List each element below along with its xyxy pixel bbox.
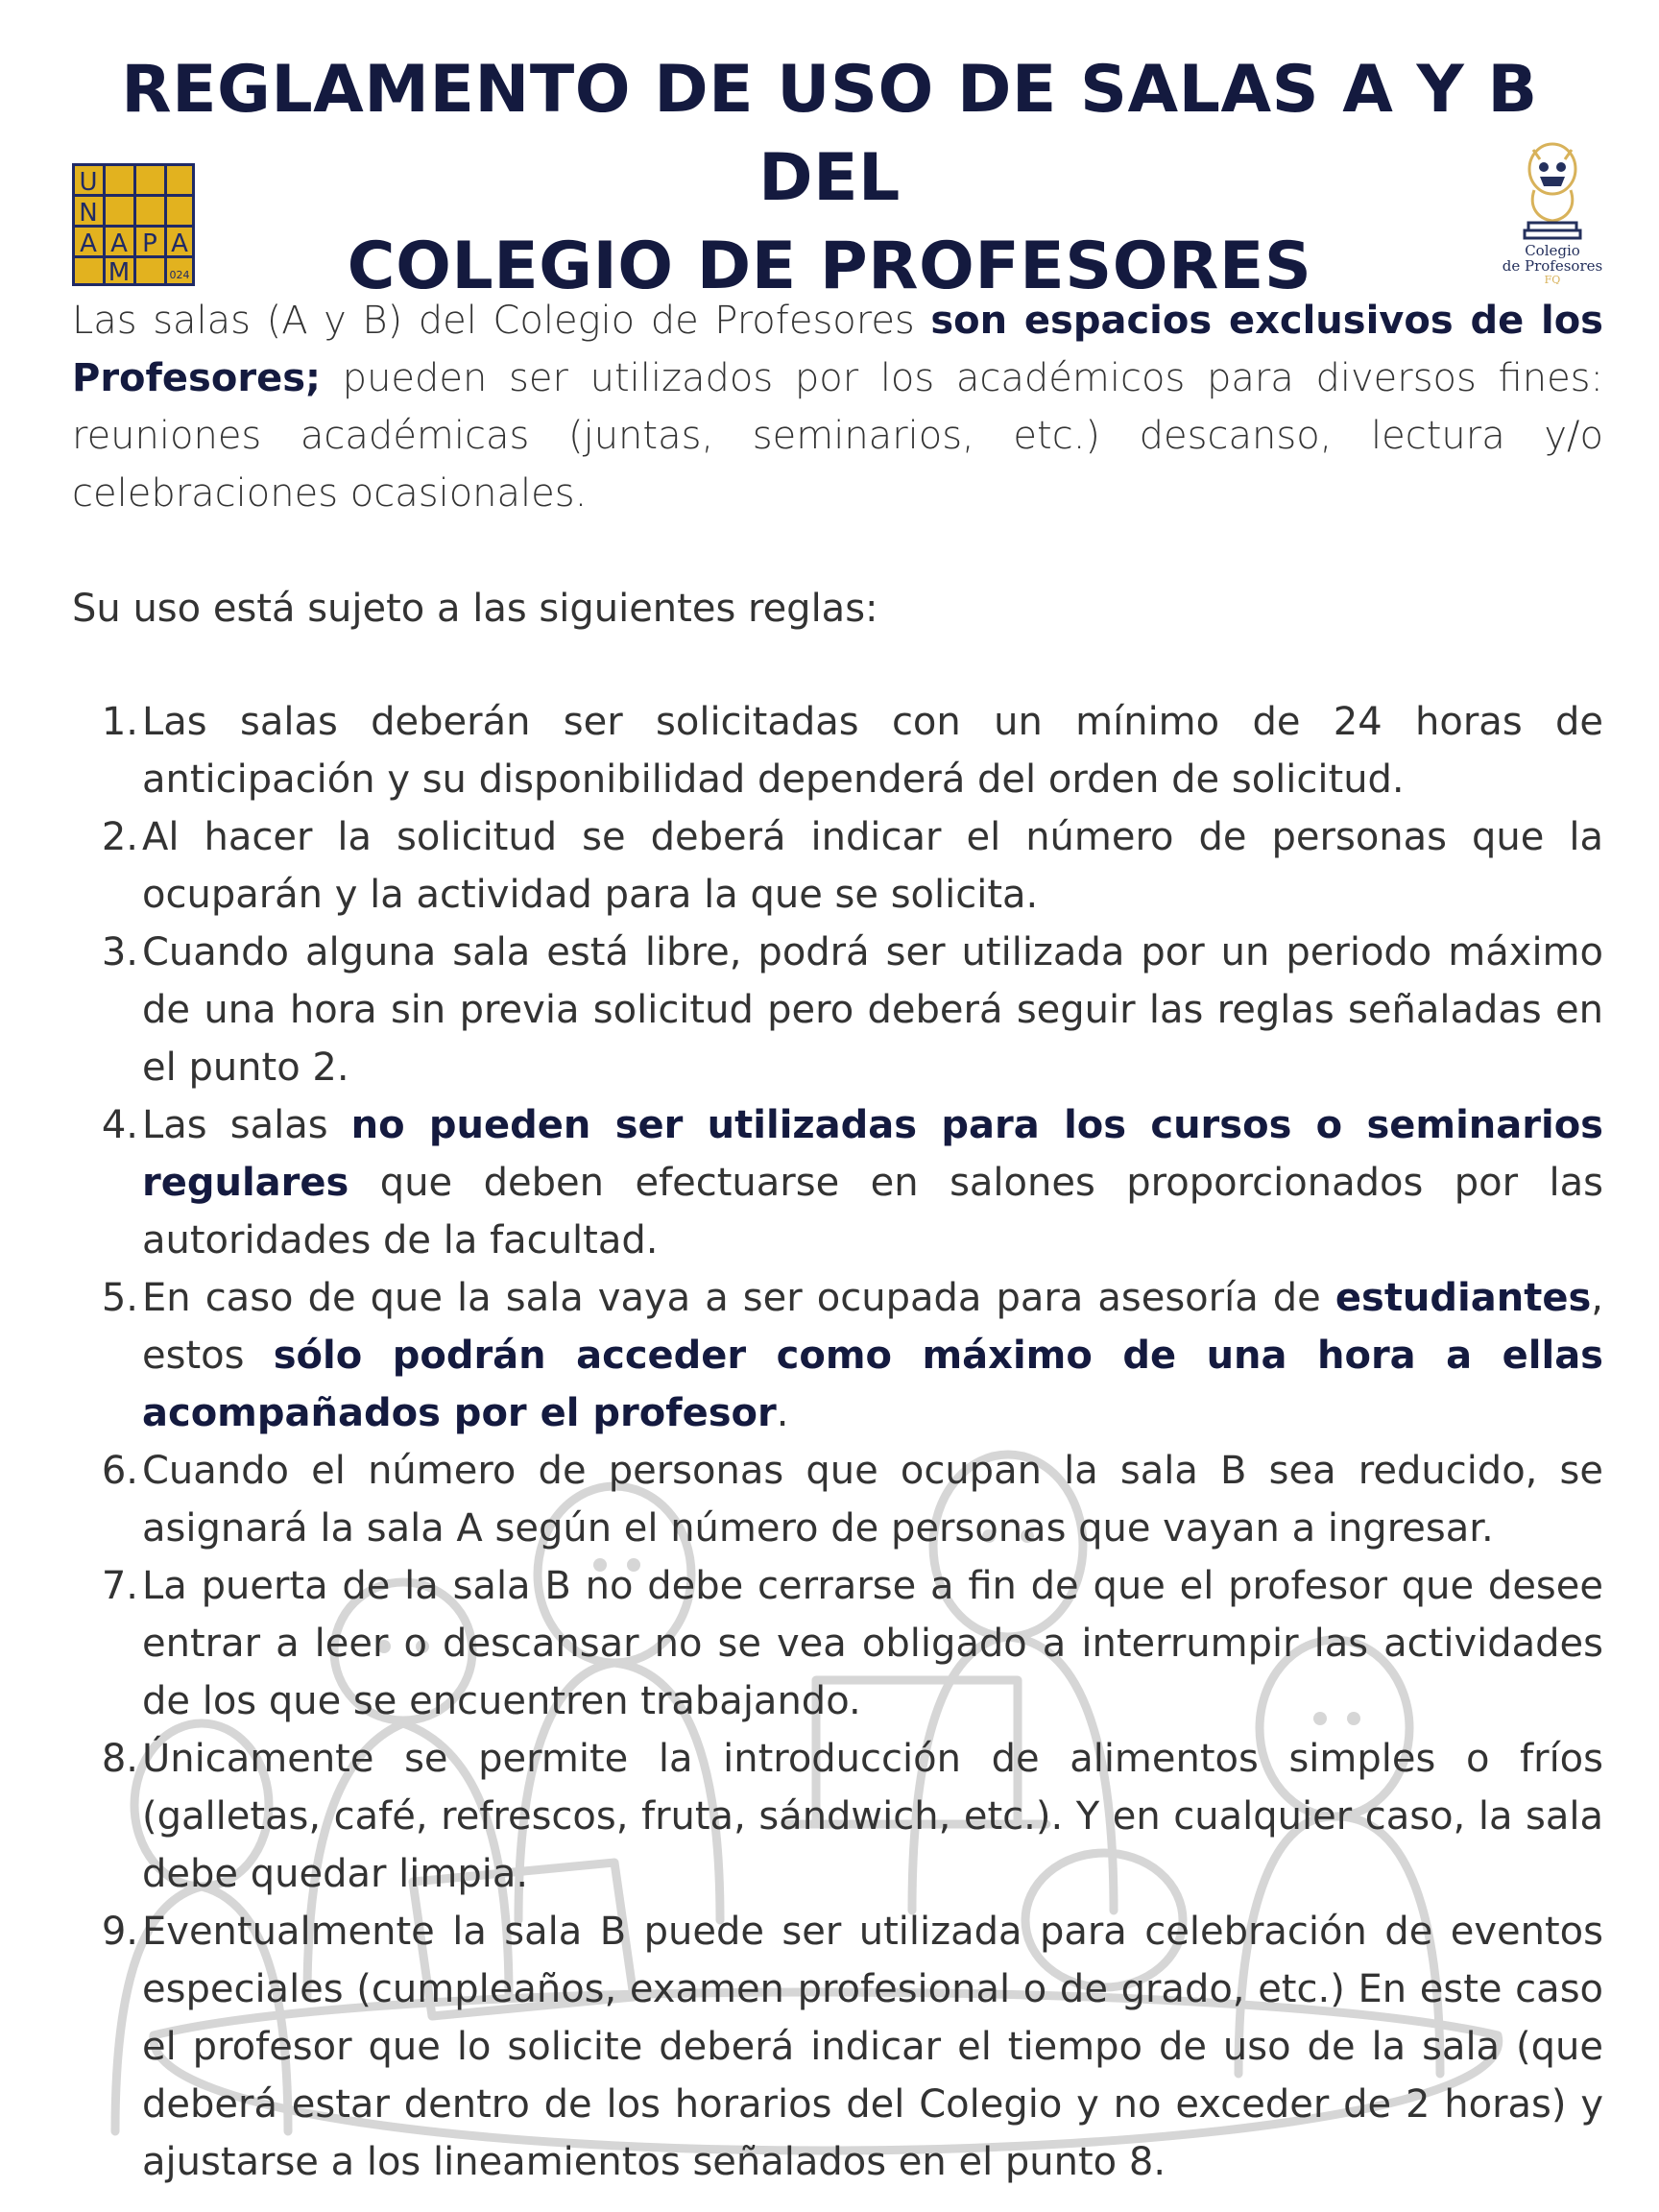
rule-number: 1. (101, 700, 138, 744)
rule-item (96, 808, 1603, 924)
intro-text-2: pueden ser utilizados por los académicos para diversos fines: reuniones académicas (juntas, seminarios, etc.) descanso, lectura y/o celebraciones ocasionales. (72, 356, 1603, 516)
page-title (72, 46, 1587, 311)
rule-text: Las salas deberán ser solicitadas con un mínimo de 24 horas de anticipación y su disponibilidad dependerá del orden de solicitud. (142, 700, 1603, 802)
rule-number: 4. (101, 1103, 138, 1147)
rule-item (96, 1269, 1603, 1442)
rule-item (96, 1557, 1603, 1730)
rule-text: Únicamente se permite la introducción de alimentos simples o fríos (galletas, café, refrescos, fruta, sándwich, etc.). Y en cualquier caso, la sala debe quedar limpia. (142, 1737, 1603, 1896)
rule-text: Las salas (142, 1103, 351, 1147)
rule-number: 3. (101, 930, 138, 974)
rule-item (96, 1096, 1603, 1269)
svg-text:U: U (79, 168, 98, 197)
rules-lead: Su uso está sujeto a las siguientes reglas: (72, 587, 878, 631)
colegio-profesores-logo (1490, 131, 1615, 284)
title-line-2: COLEGIO DE PROFESORES (347, 228, 1312, 304)
rule-bold-text: sólo podrán acceder como máximo de una hora a ellas acompañados por el profesor (142, 1334, 1603, 1435)
unaapam-logo (72, 163, 195, 286)
intro-bold: son espacios exclusivos de los Profesores; (72, 299, 1603, 400)
rule-text: En caso de que la sala vaya a ser ocupada para asesoría de (142, 1276, 1335, 1320)
rule-text: . (776, 1391, 789, 1435)
svg-text:024: 024 (169, 269, 190, 281)
rule-item (96, 1903, 1603, 2191)
rule-text: Cuando alguna sala está libre, podrá ser utilizada por un periodo máximo de una hora sin previa solicitud pero deberá seguir las reglas señaladas en el punto 2. (142, 930, 1603, 1090)
intro-text-1: Las salas (A y B) del Colegio de Profesores (72, 299, 931, 343)
svg-text:N: N (79, 199, 98, 228)
right-logo-line2: de Profesores (1502, 257, 1603, 275)
rule-number: 9. (101, 1910, 138, 1954)
rule-number: 2. (101, 815, 138, 859)
rule-text: Eventualmente la sala B puede ser utilizada para celebración de eventos especiales (cumpleaños, examen profesional o de grado, etc.) En este caso el profesor que lo solicite deberá indicar el tiempo de uso de la sala (que deberá estar dentro de los horarios del Colegio y no exceder de 2 horas) y ajustarse a los lineamientos señalados en el punto 8. (142, 1910, 1603, 2184)
svg-text:A: A (171, 229, 188, 258)
rule-number: 6. (101, 1449, 138, 1493)
svg-text:A: A (80, 229, 97, 258)
svg-text:A: A (110, 229, 128, 258)
rule-text: Al hacer la solicitud se deberá indicar el número de personas que la ocuparán y la actividad para la que se solicita. (142, 815, 1603, 917)
rule-item (96, 1442, 1603, 1557)
rule-number: 8. (101, 1737, 138, 1781)
rule-text: La puerta de la sala B no debe cerrarse a fin de que el profesor que desee entrar a leer o descansar no se vea obligado a interrumpir las actividades de los que se encuentren trabajando. (142, 1564, 1603, 1723)
rule-text: Cuando el número de personas que ocupan la sala B sea reducido, se asignará la sala A según el número de personas que vayan a ingresar. (142, 1449, 1603, 1551)
rule-item (96, 924, 1603, 1096)
rule-bold-text: estudiantes (1334, 1276, 1592, 1320)
title-line-1: REGLAMENTO DE USO DE SALAS A Y B DEL (121, 52, 1538, 216)
intro-paragraph (72, 292, 1603, 522)
svg-text:P: P (142, 229, 157, 258)
rule-number: 5. (101, 1276, 138, 1320)
rule-item (96, 1730, 1603, 1903)
rule-bold-text: no pueden ser utilizadas para los cursos o seminarios regulares (142, 1103, 1603, 1205)
rule-text: , estos (142, 1276, 1603, 1378)
rules-list (96, 693, 1603, 2191)
right-logo-line3: FQ (1544, 274, 1561, 284)
rule-item (96, 693, 1603, 808)
right-logo-line1: Colegio (1525, 242, 1580, 259)
rule-number: 7. (101, 1564, 138, 1608)
svg-text:M: M (108, 258, 131, 286)
rule-text: que deben efectuarse en salones proporcionados por las autoridades de la facultad. (142, 1161, 1603, 1262)
